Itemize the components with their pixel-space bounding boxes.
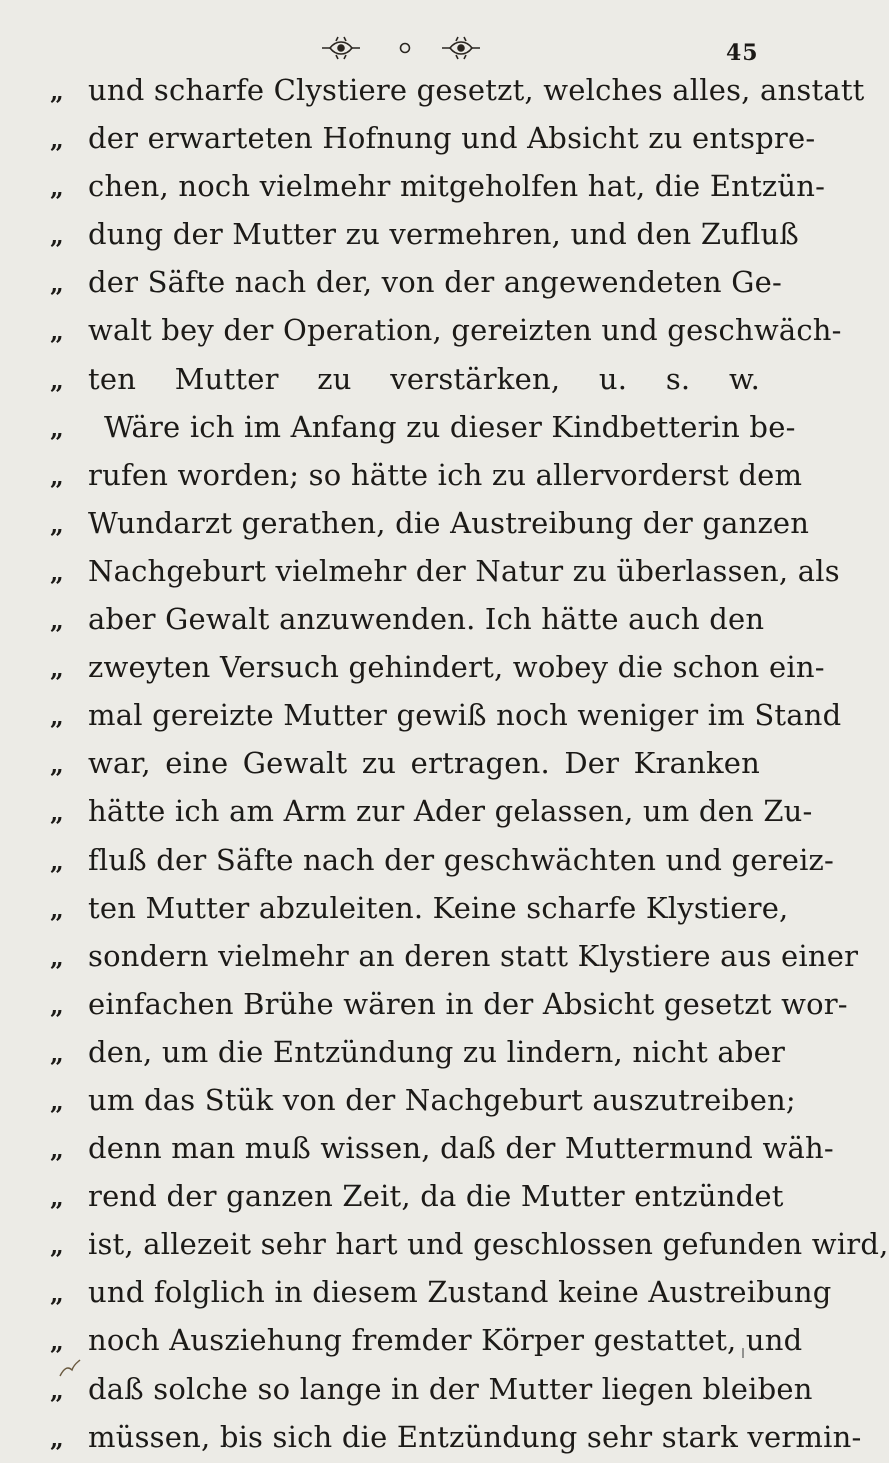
line-text: zweyten Versuch gehindert, wobey die schon ein- [88, 650, 825, 685]
quote-mark: „ [50, 1327, 62, 1357]
line-text: noch Ausziehung fremder Körper gestattet, und [88, 1323, 803, 1358]
text-line [50, 499, 810, 547]
quote-mark: „ [50, 1231, 62, 1261]
ornament-icon [320, 36, 490, 60]
quote-mark: „ [50, 317, 62, 347]
quote-mark: „ [50, 413, 62, 443]
text-line [50, 210, 799, 258]
line-text: sondern vielmehr an deren statt Klystiere aus einer [88, 938, 859, 973]
line-text: war, eine Gewalt zu ertragen. Der Kranken [88, 746, 760, 781]
line-text: und scharfe Clystiere gesetzt, welches alles, anstatt [88, 73, 865, 107]
quote-mark: „ [50, 894, 62, 924]
quote-mark: „ [50, 1135, 62, 1165]
page-number: 45 [726, 40, 759, 66]
line-text: ten Mutter abzuleiten. Keine scharfe Klystiere, [88, 890, 789, 925]
ink-mark [58, 1358, 82, 1378]
line-text: den, um die Entzündung zu lindern, nicht aber [88, 1034, 786, 1069]
line-text: Wundarzt gerathen, die Austreibung der ganzen [88, 505, 810, 540]
line-text: aber Gewalt anzuwenden. Ich hätte auch den [88, 602, 765, 637]
quote-mark: „ [50, 77, 62, 106]
ink-speck [740, 1348, 746, 1358]
text-line [50, 1172, 784, 1220]
line-text: ten Mutter zu verstärken, u. s. w. [88, 361, 760, 396]
body-text [50, 66, 889, 1461]
line-text: Nachgeburt vielmehr der Natur zu überlassen, als [88, 553, 840, 588]
line-text: chen, noch vielmehr mitgeholfen hat, die Entzün- [88, 169, 826, 204]
text-line [50, 932, 859, 980]
quote-mark: „ [50, 221, 62, 251]
text-line [50, 162, 826, 210]
line-text: rend der ganzen Zeit, da die Mutter entzündet [88, 1179, 784, 1214]
line-text: mal gereizte Mutter gewiß noch weniger im Stand [88, 698, 842, 733]
text-line [50, 1076, 796, 1124]
text-line [50, 595, 765, 643]
quote-mark: „ [50, 1375, 62, 1405]
text-line [50, 1124, 834, 1172]
line-text: walt bey der Operation, gereizten und geschwäch- [88, 313, 842, 348]
quote-mark: „ [50, 1183, 62, 1213]
text-line [50, 1220, 889, 1268]
text-line [50, 547, 840, 595]
quote-mark: „ [50, 557, 62, 587]
text-line [50, 258, 782, 306]
quote-mark: „ [50, 461, 62, 491]
line-text: denn man muß wissen, daß der Muttermund wäh- [88, 1131, 834, 1166]
text-line [50, 66, 865, 114]
quote-mark: „ [50, 269, 62, 299]
line-text: daß solche so lange in der Mutter liegen bleiben [88, 1371, 813, 1406]
quote-mark: „ [50, 846, 62, 876]
line-text: der Säfte nach der, von der angewendeten Ge- [88, 265, 782, 300]
text-line [50, 1316, 803, 1364]
line-text: fluß der Säfte nach der geschwächten und gereiz- [88, 842, 835, 877]
text-line [50, 1268, 832, 1316]
quote-mark: „ [50, 750, 62, 780]
text-line [50, 643, 825, 691]
quote-mark: „ [50, 606, 62, 636]
line-text: müssen, bis sich die Entzündung sehr stark vermin- [88, 1419, 862, 1454]
line-text: und folglich in diesem Zustand keine Austreibung [88, 1275, 832, 1310]
text-line [50, 1365, 813, 1413]
text-line [50, 691, 842, 739]
quote-mark: „ [50, 1086, 62, 1116]
text-line [50, 403, 796, 451]
quote-mark: „ [50, 509, 62, 539]
text-line [50, 451, 803, 499]
line-text: dung der Mutter zu vermehren, und den Zufluß [88, 217, 799, 252]
quote-mark: „ [50, 990, 62, 1020]
line-text: hätte ich am Arm zur Ader gelassen, um den Zu- [88, 794, 813, 829]
line-text: rufen worden; so hätte ich zu allervorderst dem [88, 457, 803, 492]
text-line [50, 355, 760, 403]
quote-mark: „ [50, 702, 62, 732]
quote-mark: „ [50, 942, 62, 972]
quote-mark: „ [50, 173, 62, 203]
text-line [50, 884, 789, 932]
text-line [50, 980, 848, 1028]
text-line [50, 836, 835, 884]
line-text: um das Stük von der Nachgeburt auszutreiben; [88, 1082, 796, 1117]
line-text: einfachen Brühe wären in der Absicht gesetzt wor- [88, 986, 848, 1021]
quote-mark: „ [50, 1038, 62, 1068]
line-text: Wäre ich im Anfang zu dieser Kindbetterin be- [104, 409, 796, 444]
quote-mark: „ [50, 1279, 62, 1309]
quote-mark: „ [50, 654, 62, 684]
text-line [50, 114, 816, 162]
quote-mark: „ [50, 365, 62, 395]
quote-mark: „ [50, 1423, 62, 1453]
text-line [50, 306, 842, 354]
text-line [50, 1028, 786, 1076]
line-text: ist, allezeit sehr hart und geschlossen gefunden wird, [88, 1227, 889, 1262]
text-line [50, 739, 760, 787]
text-line [50, 787, 813, 835]
quote-mark: „ [50, 125, 62, 155]
quote-mark: „ [50, 798, 62, 828]
text-line [50, 1413, 862, 1461]
line-text: der erwarteten Hofnung und Absicht zu entspre- [88, 121, 816, 156]
